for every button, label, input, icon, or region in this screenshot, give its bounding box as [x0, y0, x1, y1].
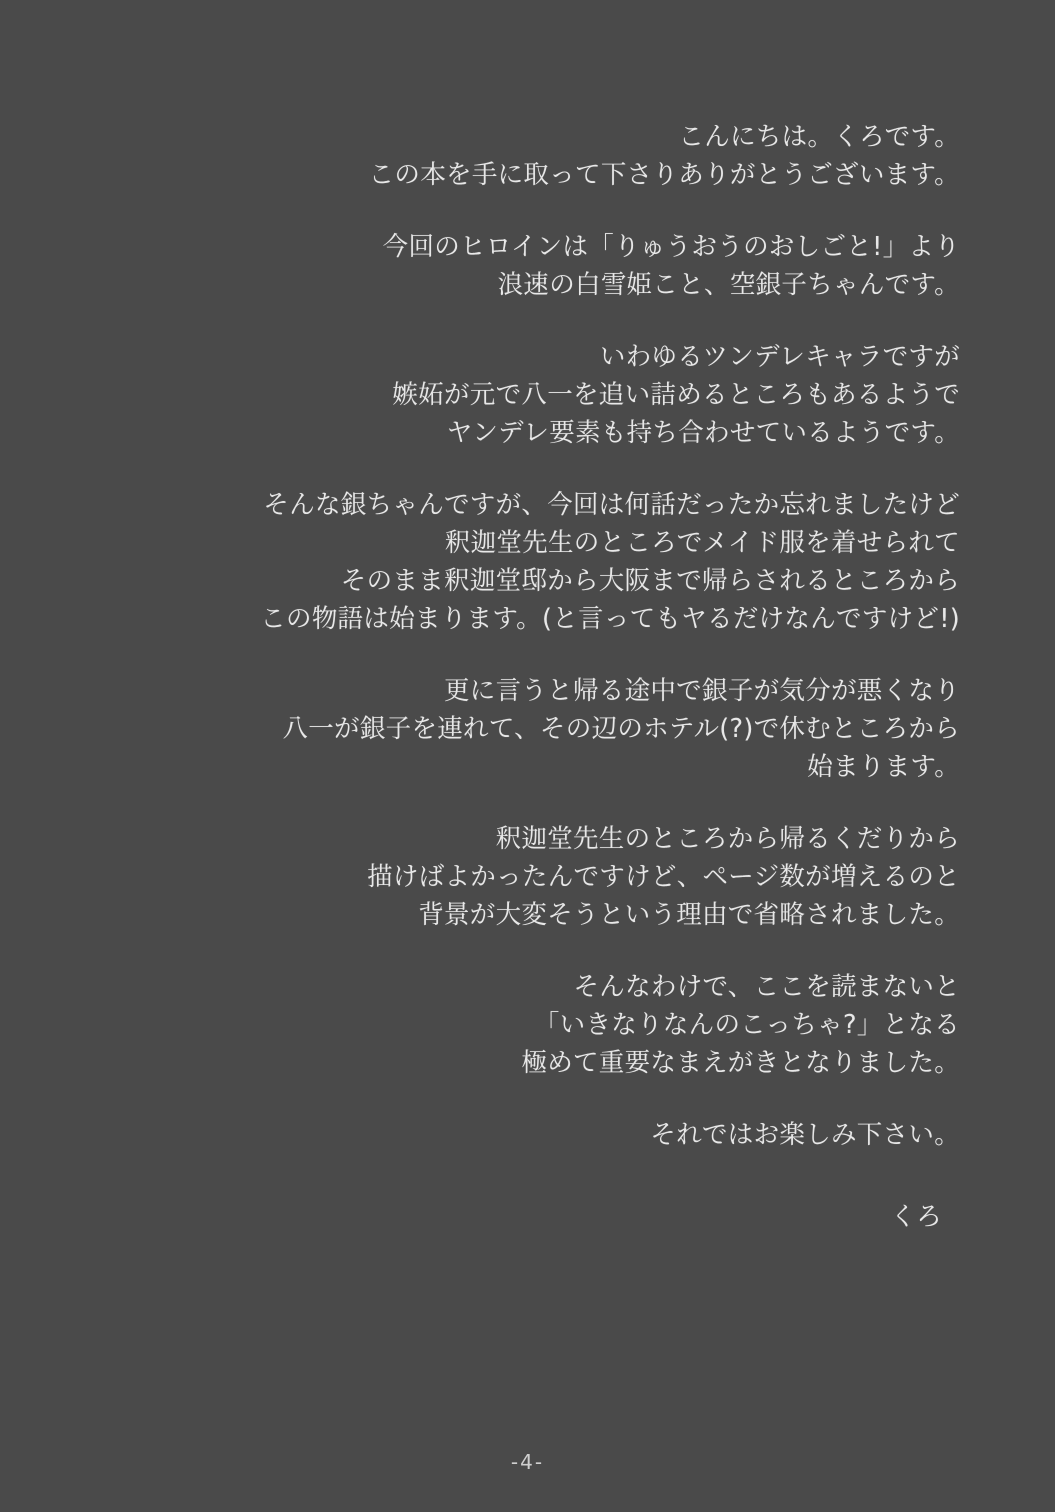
afterword-text-block	[60, 118, 960, 1236]
paragraph-heroine-intro	[60, 228, 960, 304]
text-line: そんな銀ちゃんですが、今回は何話だったか忘れましたけど	[263, 490, 960, 520]
page-number: -4-	[510, 1450, 545, 1474]
text-line: この本を手に取って下さりありがとうございます。	[368, 160, 960, 190]
text-line: 釈迦堂先生のところでメイド服を着せられて	[444, 528, 960, 558]
paragraph-story-detail	[60, 672, 960, 786]
text-line: 始まります。	[807, 752, 960, 782]
text-line: 「いきなりなんのこっちゃ?」となる	[533, 1010, 960, 1040]
text-line: それではお楽しみ下さい。	[650, 1120, 960, 1150]
text-line: 今回のヒロインは「りゅうおうのおしごと!」より	[382, 232, 960, 262]
paragraph-greeting	[60, 118, 960, 194]
text-line: こんにちは。くろです。	[678, 122, 960, 152]
text-line: 釈迦堂先生のところから帰るくだりから	[495, 824, 960, 854]
text-line: 八一が銀子を連れて、その辺のホテル(?)で休むところから	[282, 714, 960, 744]
paragraph-importance-note	[60, 968, 960, 1082]
text-line: そのまま釈迦堂邸から大阪まで帰らされるところから	[340, 566, 960, 596]
text-line: 背景が大変そうという理由で省略されました。	[418, 900, 960, 930]
text-line: 描けばよかったんですけど、ページ数が増えるのと	[367, 862, 960, 892]
text-line: そんなわけで、ここを読まないと	[573, 972, 960, 1002]
text-line: いわゆるツンデレキャラですが	[599, 342, 960, 372]
paragraph-omission-note	[60, 820, 960, 934]
text-line: くろ	[890, 1202, 942, 1232]
text-line: ヤンデレ要素も持ち合わせているようです。	[446, 418, 960, 448]
text-line: 極めて重要なまえがきとなりました。	[521, 1048, 960, 1078]
paragraph-story-setup	[60, 486, 960, 638]
text-line: 更に言うと帰る途中で銀子が気分が悪くなり	[443, 676, 960, 706]
paragraph-closing	[60, 1116, 960, 1154]
paragraph-character-description	[60, 338, 960, 452]
author-signature	[60, 1198, 960, 1236]
text-line: 浪速の白雪姫こと、空銀子ちゃんです。	[497, 270, 960, 300]
text-line: この物語は始まります。(と言ってもヤるだけなんですけど!)	[260, 604, 960, 634]
text-line: 嫉妬が元で八一を追い詰めるところもあるようで	[392, 380, 960, 410]
